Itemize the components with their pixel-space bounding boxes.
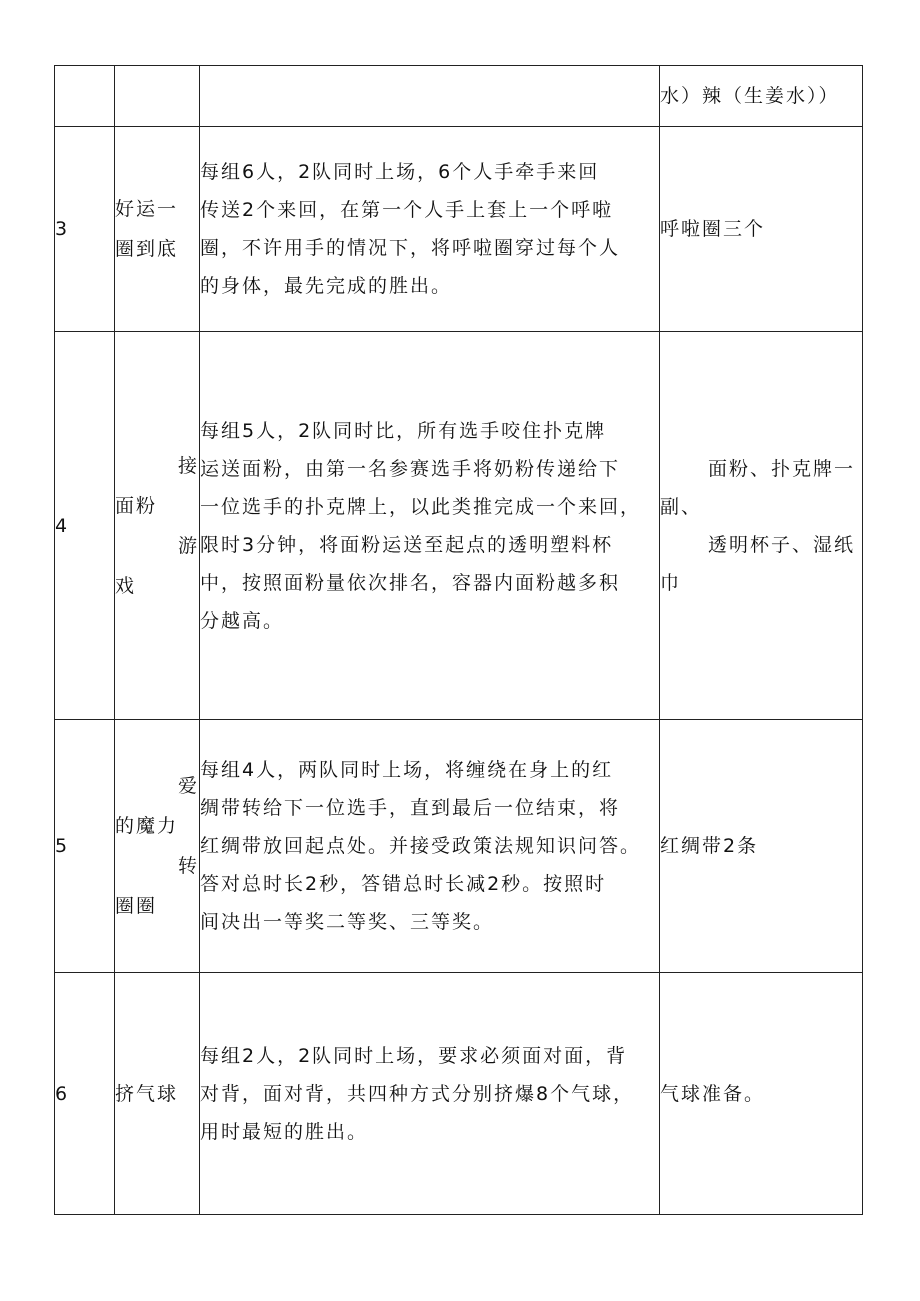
- name-line: 面粉: [115, 494, 158, 517]
- materials-line: 巾: [660, 571, 682, 594]
- table-row: [55, 720, 863, 973]
- rules-line: 对背，面对背，共四种方式分别挤爆8个气球，: [200, 1082, 635, 1105]
- name-line: 的魔力: [115, 815, 179, 837]
- rules-line: 一位选手的扑克牌上，以此类推完成一个来回，: [200, 495, 642, 518]
- name-line: 圈到底: [115, 238, 179, 260]
- materials-line: 呼啦圈三个: [660, 218, 766, 240]
- rules-line: 绸带转给下一位选手，直到最后一位结束，将: [200, 797, 621, 819]
- game-materials: [660, 127, 863, 332]
- table-row: [55, 66, 863, 127]
- rules-line: 限时3分钟，将面粉运送至起点的透明塑料杯: [200, 533, 614, 556]
- materials-line: 气球准备。: [660, 1082, 766, 1105]
- rules-line: 每组2人，2队同时上场，要求必须面对面，背: [200, 1044, 628, 1067]
- name-line: 游: [177, 534, 199, 557]
- game-rules: [200, 332, 660, 720]
- row-number: 6: [55, 973, 115, 1215]
- table-row: [55, 332, 863, 720]
- game-rules: [200, 127, 660, 332]
- rules-line: 答对总时长2秒，答错总时长减2秒。按照时: [200, 873, 607, 895]
- materials-line: 透明杯子、湿纸: [708, 533, 856, 556]
- game-materials: [660, 66, 863, 127]
- game-rules: [200, 973, 660, 1215]
- row-number: 4: [55, 332, 115, 720]
- materials-line: 水）辣（生姜水））: [660, 85, 840, 107]
- rules-line: 分越高。: [200, 609, 285, 632]
- rules-line: 红绸带放回起点处。并接受政策法规知识问答。: [200, 835, 642, 857]
- rules-line: 圈，不许用手的情况下，将呼啦圈穿过每个人: [200, 237, 621, 259]
- game-name: [115, 332, 200, 720]
- name-line: 好运一: [115, 198, 179, 220]
- name-line: 接: [177, 454, 199, 477]
- row-number: 5: [55, 720, 115, 973]
- game-rules: [200, 720, 660, 973]
- rules-line: 间决出一等奖二等奖、三等奖。: [200, 911, 495, 933]
- name-line: 爱: [177, 775, 199, 797]
- name-line: 戏: [115, 574, 137, 597]
- materials-line: 面粉、扑克牌一: [708, 457, 856, 480]
- rules-line: 用时最短的胜出。: [200, 1120, 369, 1143]
- game-materials: [660, 720, 863, 973]
- rules-line: 传送2个来回，在第一个人手上套上一个呼啦: [200, 199, 614, 221]
- rules-line: 的身体，最先完成的胜出。: [200, 275, 453, 297]
- game-name: [115, 127, 200, 332]
- rules-line: 每组5人，2队同时比，所有选手咬住扑克牌: [200, 419, 607, 442]
- game-name: [115, 720, 200, 973]
- rules-line: 中，按照面粉量依次排名，容器内面粉越多积: [200, 571, 621, 594]
- row-number: [55, 66, 115, 127]
- game-materials: [660, 973, 863, 1215]
- game-name: [115, 66, 200, 127]
- table-row: [55, 127, 863, 332]
- activity-table: [54, 65, 863, 1215]
- game-name: [115, 973, 200, 1215]
- table-row: [55, 973, 863, 1215]
- materials-line: 副、: [660, 495, 703, 518]
- rules-line: 每组4人，两队同时上场，将缠绕在身上的红: [200, 759, 614, 781]
- game-materials: [660, 332, 863, 720]
- name-line: 圈圈: [115, 895, 158, 917]
- game-rules: [200, 66, 660, 127]
- row-number: 3: [55, 127, 115, 332]
- rules-line: 每组6人，2队同时上场，6个人手牵手来回: [200, 161, 600, 183]
- name-line: 挤气球: [115, 1082, 179, 1105]
- rules-line: 运送面粉，由第一名参赛选手将奶粉传递给下: [200, 457, 621, 480]
- name-line: 转: [177, 855, 199, 877]
- materials-line: 红绸带2条: [660, 835, 759, 857]
